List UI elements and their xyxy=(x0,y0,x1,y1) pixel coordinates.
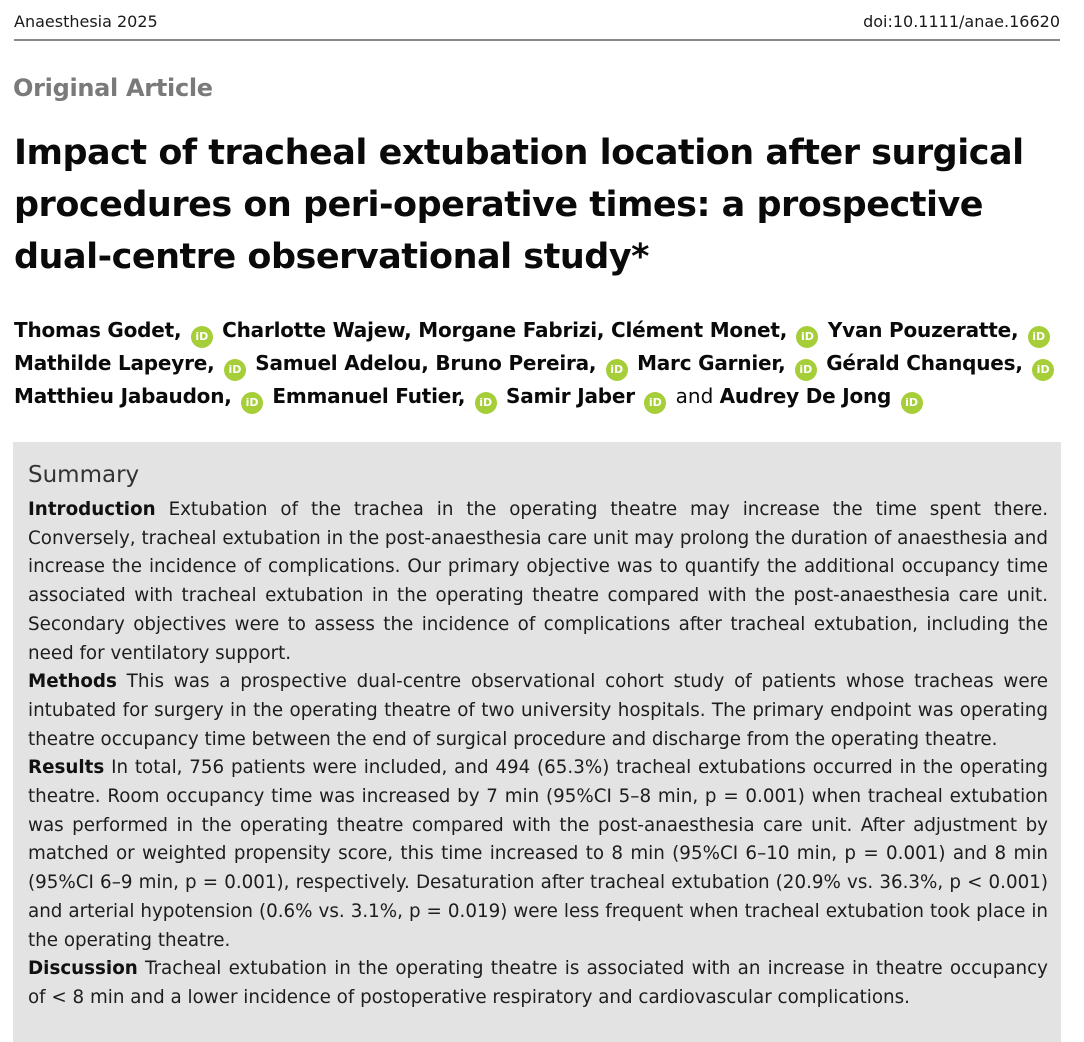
journal-name: Anaesthesia 2025 xyxy=(14,12,158,31)
orcid-icon[interactable]: iD xyxy=(606,359,628,381)
author-name[interactable]: Emmanuel Futier, xyxy=(272,384,466,408)
title-line: dual-centre observational study* xyxy=(14,237,649,277)
orcid-icon[interactable]: iD xyxy=(1032,359,1054,381)
summary-discussion xyxy=(28,955,1048,1012)
title-line: procedures on peri-operative times: a prospective xyxy=(14,185,984,225)
and-conjunction: and xyxy=(675,384,714,408)
author-name[interactable]: Matthieu Jabaudon, xyxy=(14,384,232,408)
section-label: Introduction xyxy=(28,499,156,520)
summary-introduction xyxy=(28,496,1048,668)
section-text: In total, 756 patients were included, and 494 (65.3%) tracheal extubations occurred in the operating theatre. Room occupancy time was increased by 7 min (95%CI 5–8 min, p = 0.001) when tracheal extubation was performed in the operating theatre compared with the post-anaesthesia care unit. After adjustment by matched or weighted propensity score, this time increased to 8 min (95%CI 6–10 min, p = 0.001) and 8 min (95%CI 6–9 min, p = 0.001), respectively. Desaturation after tracheal extubation (20.9% vs. 36.3%, p < 0.001) and arterial hypotension (0.6% vs. 3.1%, p = 0.019) were less frequent when tracheal extubation took place in the operating theatre. xyxy=(28,757,1048,951)
title-line: Impact of tracheal extubation location after surgical xyxy=(14,133,1024,173)
orcid-icon[interactable]: iD xyxy=(241,392,263,414)
author-name[interactable]: Thomas Godet, xyxy=(14,318,182,342)
author-line xyxy=(14,381,1064,414)
orcid-icon[interactable]: iD xyxy=(1028,326,1050,348)
author-name[interactable]: Samir Jaber xyxy=(506,384,635,408)
author-name[interactable]: Audrey De Jong xyxy=(719,384,892,408)
orcid-icon[interactable]: iD xyxy=(191,326,213,348)
author-list xyxy=(14,315,1064,414)
section-label: Discussion xyxy=(28,958,138,980)
section-label: Methods xyxy=(28,671,117,693)
summary-panel xyxy=(13,442,1061,1042)
section-text: Tracheal extubation in the operating theatre is associated with an increase in theatre occupancy of < 8 min and a lower incidence of postoperative respiratory and cardiovascular complications. xyxy=(28,958,1048,1008)
article-title xyxy=(14,127,1054,283)
author-line xyxy=(14,315,1064,348)
running-header xyxy=(14,12,1060,41)
section-label: Results xyxy=(28,757,105,779)
summary-body xyxy=(28,496,1048,1013)
article-type-label: Original Article xyxy=(13,74,213,102)
author-name[interactable]: Charlotte Wajew, Morgane Fabrizi, Clément Monet, xyxy=(222,318,788,342)
orcid-icon[interactable]: iD xyxy=(796,326,818,348)
orcid-icon[interactable]: iD xyxy=(901,392,923,414)
doi-link[interactable]: doi:10.1111/anae.16620 xyxy=(863,12,1060,31)
author-name[interactable]: Yvan Pouzeratte, xyxy=(827,318,1019,342)
orcid-icon[interactable]: iD xyxy=(475,392,497,414)
summary-results xyxy=(28,754,1048,955)
author-line xyxy=(14,348,1064,381)
orcid-icon[interactable]: iD xyxy=(795,359,817,381)
summary-methods xyxy=(28,668,1048,754)
summary-heading: Summary xyxy=(28,462,140,488)
orcid-icon[interactable]: iD xyxy=(644,392,666,414)
section-text: Extubation of the trachea in the operating theatre may increase the time spent there. Conversely, tracheal extubation in the post-anaesthesia care unit may prolong the duration of anaesthesia and increase the incidence of complications. Our primary objective was to quantify the additional occupancy time associated with tracheal extubation in the operating theatre compared with the post-anaesthesia care unit. Secondary objectives were to assess the incidence of complications after tracheal extubation, including the need for ventilatory support. xyxy=(28,499,1048,664)
author-name[interactable]: Samuel Adelou, Bruno Pereira, xyxy=(255,351,597,375)
author-name[interactable]: Marc Garnier, xyxy=(637,351,786,375)
author-name[interactable]: Mathilde Lapeyre, xyxy=(14,351,215,375)
orcid-icon[interactable]: iD xyxy=(224,359,246,381)
author-name[interactable]: Gérald Chanques, xyxy=(826,351,1023,375)
section-text: This was a prospective dual-centre observational cohort study of patients whose tracheas were intubated for surgery in the operating theatre of two university hospitals. The primary endpoint was operating theatre occupancy time between the end of surgical procedure and discharge from the operating theatre. xyxy=(28,671,1048,750)
